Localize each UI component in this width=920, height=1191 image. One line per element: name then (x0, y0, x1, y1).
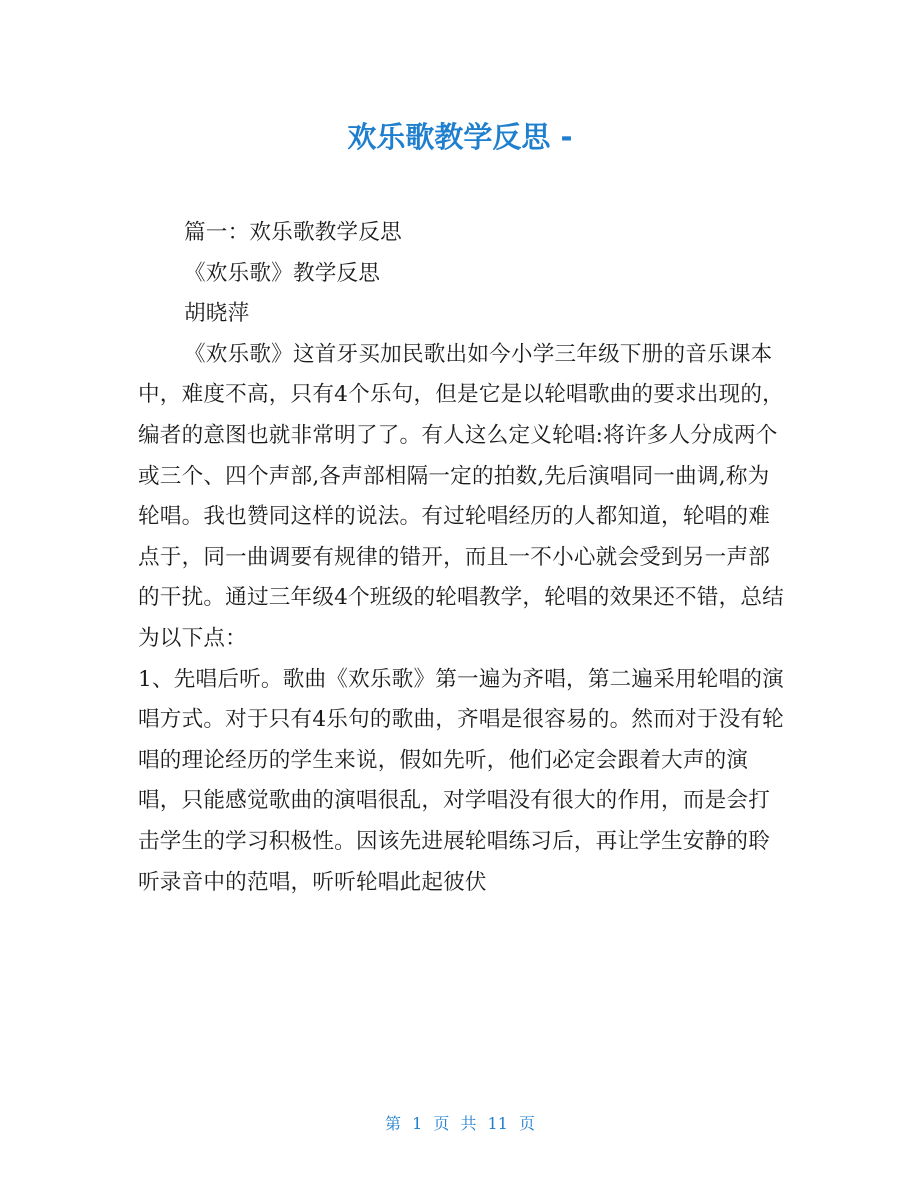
page-footer: 第 1 页 共 11 页 (385, 1114, 535, 1133)
article-title: 《欢乐歌》教学反思 (184, 260, 381, 286)
body-paragraph: 《欢乐歌》这首牙买加民歌出如今小学三年级下册的音乐课本中，难度不高，只有4个乐句，但是它是以轮唱歌曲的要求出现的，编者的意图也就非常明了了。有人这么定义轮唱:将许多人分成两个或三个、四个声部,各声部相隔一定的拍数,先后演唱同一曲调,称为轮唱。我也赞同这样的说法。有过轮唱经历的人都知道，轮唱的难点于，同一曲调要有规律的错开，而且一不小心就会受到另一声部的干扰。通过三年级4个班级的轮唱教学，轮唱的效果还不错，总结为以下点： (138, 341, 784, 651)
section-heading: 篇一：欢乐歌教学反思 (184, 220, 402, 245)
document-body (138, 213, 786, 903)
document-title: 欢乐歌教学反思 - (347, 120, 573, 154)
author-name: 胡晓萍 (184, 301, 250, 327)
body-paragraph: 1、先唱后听。歌曲《欢乐歌》第一遍为齐唱，第二遍采用轮唱的演唱方式。对于只有4乐句的歌曲，齐唱是很容易的。然而对于没有轮唱的理论经历的学生来说，假如先听，他们必定会跟着大声的演唱，只能感觉歌曲的演唱很乱，对学唱没有很大的作用，而是会打击学生的学习积极性。因该先进展轮唱练习后，再让学生安静的聆听录音中的范唱，听听轮唱此起彼伏 (138, 666, 784, 895)
